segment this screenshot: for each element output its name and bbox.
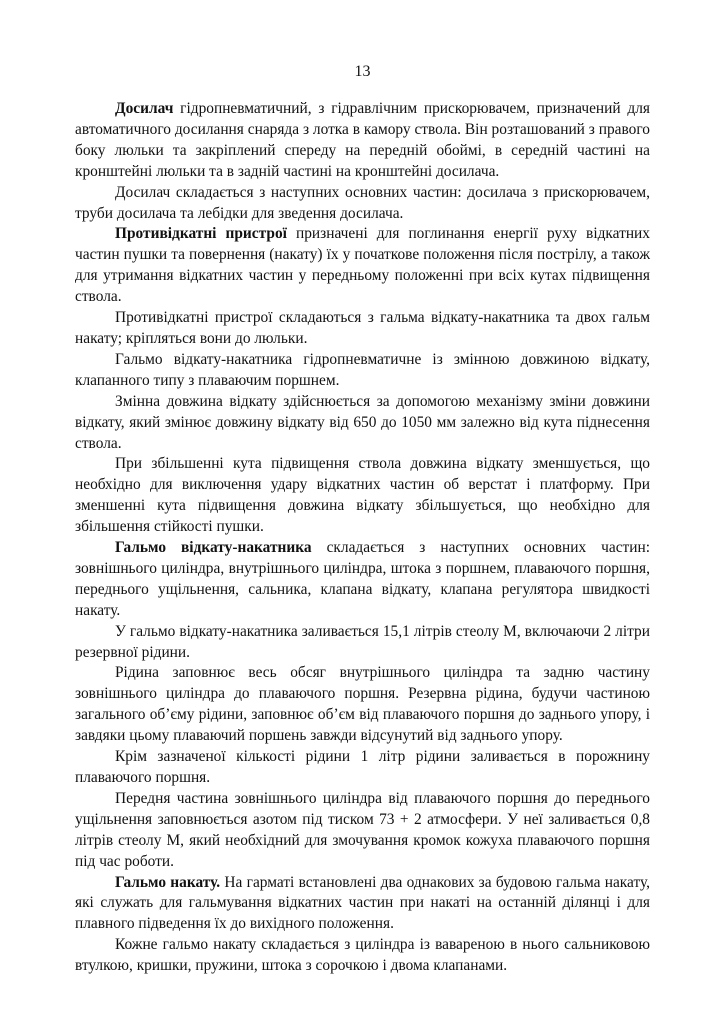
- paragraph: [75, 183, 650, 225]
- paragraph-text: складається з наступних основних частин: зовнішнього циліндра, внутрішнього циліндра, штока з поршнем, плаваючого поршня, переднього ущільнення, сальника, клапана відкату, клапана регулятора швидкості накату.: [75, 539, 650, 619]
- paragraph-text: На гарматі встановлені два однакових за будовою гальма накату, які служать для гальмування відкатних частин при накаті на останній ділянці і для плавного підведення їх до вихідного положення.: [75, 873, 650, 933]
- paragraph: [75, 454, 650, 538]
- paragraph: [75, 224, 650, 308]
- paragraph: [75, 622, 650, 664]
- paragraph-text: Змінна довжина відкату здійснюється за допомогою механізму зміни довжини відкату, який змінює довжину відкату від 650 до 1050 мм залежно від кута піднесення ствола.: [75, 392, 650, 452]
- page-number: 13: [354, 63, 371, 80]
- paragraph-text: Кожне гальмо накату складається з циліндра із вавареною в нього сальниковою втулкою, кришки, пружини, штока з сорочкою і двома клапанами.: [75, 936, 650, 975]
- paragraph-text: Крім зазначеної кількості рідини 1 літр рідини заливається в порожнину плаваючого поршня.: [75, 748, 650, 786]
- paragraph: [75, 747, 650, 789]
- paragraph-text: Досилач складається з наступних основних частин: досилача з прискорювачем, труби досилача та лебідки для зведення досилача.: [75, 183, 650, 222]
- paragraph-text: У гальмо відкату-накатника заливається 15,1 літрів стеолу М, включаючи 2 літри резервної рідини.: [75, 622, 650, 661]
- paragraph-text: призначені для поглинання енергії руху відкатних частин пушки та повернення (накату) їх у початкове положення після пострілу, а також для утримання відкатних частин у передньому положенні при всіх кутах підвищення ствола.: [75, 225, 650, 306]
- paragraph: [75, 308, 650, 350]
- paragraph-text: Рідина заповнює весь обсяг внутрішнього циліндра та задню частину зовнішнього циліндра до плаваючого поршня. Резервна рідина, будучи частиною загального об’єму рідини, заповнює об’єм від плаваючого поршня до заднього упору, і завдяки цьому плаваючий поршень завжди відсунутий від заднього упору.: [75, 664, 650, 745]
- paragraph-bold-lead: Противідкатні пристрої: [115, 225, 287, 243]
- paragraph-text: При збільшенні кута підвищення ствола довжина відкату зменшується, що необхідно для виключення удару відкатних частин об верстат і платформу. При зменшенні кута підвищення довжина відкату збільшується, що необхідно для збільшення стійкості пушки.: [75, 455, 650, 536]
- paragraph-text: гідропневматичний, з гідравлічним прискорювачем, призначений для автоматичного досилання снаряда з лотка в камору ствола. Він розташований з правого боку люльки та закріплений спереду на передній обоймі, в середній частині на кронштейні люльки та в задній частині на кронштейні досилача.: [75, 100, 650, 180]
- paragraph: [75, 392, 650, 455]
- paragraph: [75, 935, 650, 977]
- paragraph: [75, 663, 650, 747]
- paragraph: [75, 873, 650, 936]
- paragraph: [75, 99, 650, 183]
- paragraph-text: Противідкатні пристрої складаються з гальма відкату-накатника та двох гальм накату; кріпляться вони до люльки.: [75, 309, 650, 347]
- paragraph-bold-lead: Досилач: [115, 100, 174, 117]
- paragraph-text: Гальмо відкату-накатника гідропневматичне із змінною довжиною відкату, клапанного типу з плаваючим поршнем.: [75, 350, 650, 389]
- paragraph-bold-lead: Гальмо відкату-накатника: [115, 539, 312, 557]
- paragraph-text: Передня частина зовнішнього циліндра від плаваючого поршня до переднього ущільнення заповнюється азотом під тиском 73 + 2 атмосфери. У неї заливається 0,8 літрів стеолу М, який необхідний для змочування кромок кожуха плаваючого поршня під час роботи.: [75, 789, 650, 870]
- paragraph: [75, 538, 650, 622]
- paragraph: [75, 350, 650, 392]
- paragraph-bold-lead: Гальмо накату.: [115, 873, 221, 891]
- paragraph: [75, 789, 650, 873]
